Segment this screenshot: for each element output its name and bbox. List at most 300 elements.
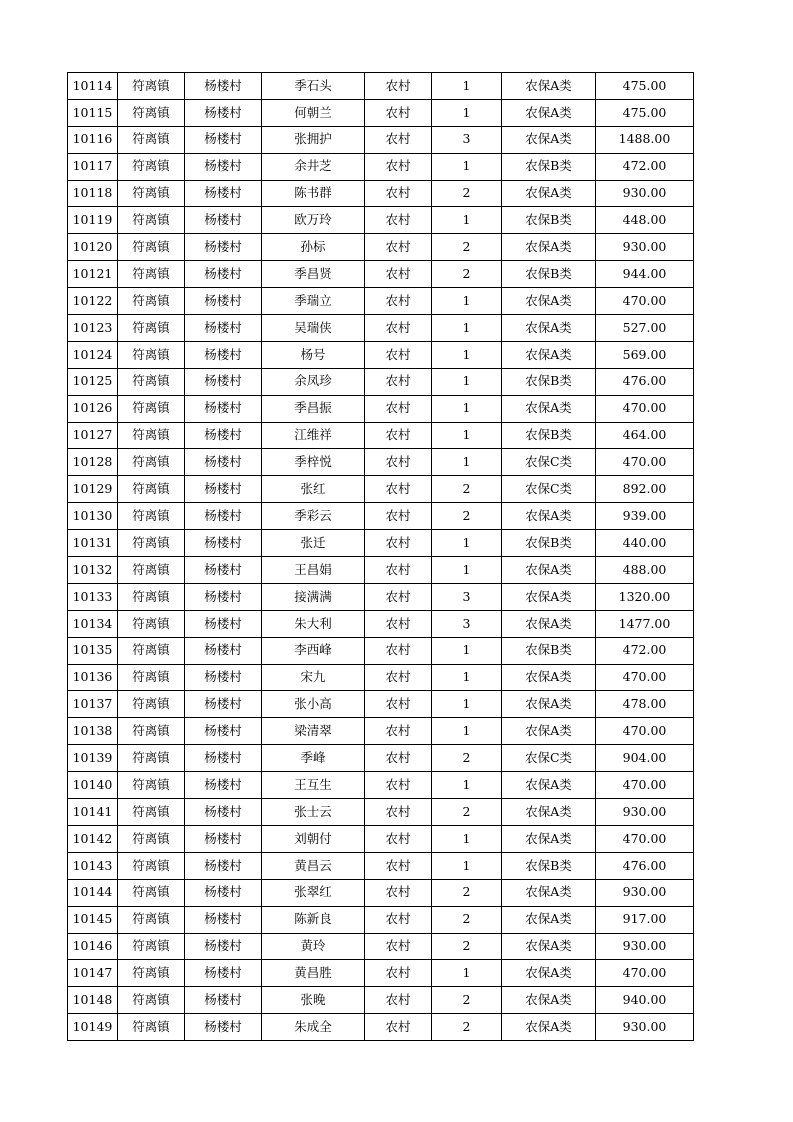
household-type-cell: 农村 <box>365 825 432 852</box>
table-row <box>68 503 694 530</box>
household-type-cell: 农村 <box>365 180 432 207</box>
town-cell: 符离镇 <box>118 395 185 422</box>
town-cell: 符离镇 <box>118 503 185 530</box>
name-cell: 宋九 <box>262 664 365 691</box>
village-cell: 杨楼村 <box>185 745 262 772</box>
name-cell: 陈书群 <box>262 180 365 207</box>
village-cell: 杨楼村 <box>185 799 262 826</box>
category-cell: 农保A类 <box>502 799 596 826</box>
table-row <box>68 99 694 126</box>
member-count-cell: 2 <box>432 879 502 906</box>
household-type-cell: 农村 <box>365 476 432 503</box>
member-count-cell: 2 <box>432 987 502 1014</box>
record-id-cell: 10128 <box>68 449 118 476</box>
record-id-cell: 10119 <box>68 207 118 234</box>
record-id-cell: 10125 <box>68 368 118 395</box>
village-cell: 杨楼村 <box>185 530 262 557</box>
household-type-cell: 农村 <box>365 449 432 476</box>
member-count-cell: 2 <box>432 745 502 772</box>
village-cell: 杨楼村 <box>185 422 262 449</box>
table-row <box>68 153 694 180</box>
amount-cell: 904.00 <box>596 745 694 772</box>
record-id-cell: 10147 <box>68 960 118 987</box>
table-row <box>68 315 694 342</box>
category-cell: 农保A类 <box>502 906 596 933</box>
member-count-cell: 1 <box>432 772 502 799</box>
name-cell: 梁清翠 <box>262 718 365 745</box>
member-count-cell: 2 <box>432 180 502 207</box>
town-cell: 符离镇 <box>118 449 185 476</box>
category-cell: 农保B类 <box>502 153 596 180</box>
member-count-cell: 1 <box>432 557 502 584</box>
category-cell: 农保A类 <box>502 73 596 100</box>
name-cell: 王互生 <box>262 772 365 799</box>
amount-cell: 892.00 <box>596 476 694 503</box>
amount-cell: 470.00 <box>596 960 694 987</box>
table-row <box>68 476 694 503</box>
table-row <box>68 234 694 261</box>
amount-cell: 470.00 <box>596 395 694 422</box>
household-type-cell: 农村 <box>365 261 432 288</box>
table-row <box>68 1014 694 1041</box>
name-cell: 何朝兰 <box>262 99 365 126</box>
name-cell: 王昌娟 <box>262 557 365 584</box>
amount-cell: 1488.00 <box>596 126 694 153</box>
village-cell: 杨楼村 <box>185 852 262 879</box>
member-count-cell: 1 <box>432 368 502 395</box>
record-id-cell: 10135 <box>68 637 118 664</box>
village-cell: 杨楼村 <box>185 395 262 422</box>
name-cell: 季彩云 <box>262 503 365 530</box>
member-count-cell: 1 <box>432 637 502 664</box>
record-id-cell: 10130 <box>68 503 118 530</box>
household-type-cell: 农村 <box>365 503 432 530</box>
name-cell: 李西峰 <box>262 637 365 664</box>
town-cell: 符离镇 <box>118 772 185 799</box>
town-cell: 符离镇 <box>118 557 185 584</box>
amount-cell: 488.00 <box>596 557 694 584</box>
household-type-cell: 农村 <box>365 960 432 987</box>
household-type-cell: 农村 <box>365 341 432 368</box>
village-cell: 杨楼村 <box>185 718 262 745</box>
amount-cell: 1320.00 <box>596 583 694 610</box>
name-cell: 张拥护 <box>262 126 365 153</box>
category-cell: 农保B类 <box>502 852 596 879</box>
category-cell: 农保B类 <box>502 368 596 395</box>
household-type-cell: 农村 <box>365 422 432 449</box>
category-cell: 农保A类 <box>502 315 596 342</box>
village-cell: 杨楼村 <box>185 315 262 342</box>
village-cell: 杨楼村 <box>185 557 262 584</box>
village-cell: 杨楼村 <box>185 449 262 476</box>
town-cell: 符离镇 <box>118 799 185 826</box>
name-cell: 张士云 <box>262 799 365 826</box>
member-count-cell: 1 <box>432 395 502 422</box>
record-id-cell: 10141 <box>68 799 118 826</box>
household-type-cell: 农村 <box>365 906 432 933</box>
record-id-cell: 10136 <box>68 664 118 691</box>
member-count-cell: 2 <box>432 906 502 933</box>
name-cell: 刘朝付 <box>262 825 365 852</box>
table-row <box>68 799 694 826</box>
amount-cell: 448.00 <box>596 207 694 234</box>
table-body <box>68 73 694 1041</box>
village-cell: 杨楼村 <box>185 691 262 718</box>
category-cell: 农保A类 <box>502 234 596 261</box>
town-cell: 符离镇 <box>118 341 185 368</box>
town-cell: 符离镇 <box>118 315 185 342</box>
table-row <box>68 583 694 610</box>
household-type-cell: 农村 <box>365 637 432 664</box>
town-cell: 符离镇 <box>118 691 185 718</box>
record-id-cell: 10129 <box>68 476 118 503</box>
household-type-cell: 农村 <box>365 691 432 718</box>
table-row <box>68 960 694 987</box>
household-type-cell: 农村 <box>365 933 432 960</box>
town-cell: 符离镇 <box>118 664 185 691</box>
household-type-cell: 农村 <box>365 557 432 584</box>
village-cell: 杨楼村 <box>185 906 262 933</box>
category-cell: 农保B类 <box>502 261 596 288</box>
table-row <box>68 395 694 422</box>
town-cell: 符离镇 <box>118 879 185 906</box>
name-cell: 杨号 <box>262 341 365 368</box>
member-count-cell: 3 <box>432 583 502 610</box>
town-cell: 符离镇 <box>118 745 185 772</box>
name-cell: 季昌振 <box>262 395 365 422</box>
town-cell: 符离镇 <box>118 476 185 503</box>
table-row <box>68 772 694 799</box>
name-cell: 余凤珍 <box>262 368 365 395</box>
category-cell: 农保A类 <box>502 180 596 207</box>
village-cell: 杨楼村 <box>185 207 262 234</box>
record-id-cell: 10134 <box>68 610 118 637</box>
member-count-cell: 1 <box>432 288 502 315</box>
town-cell: 符离镇 <box>118 852 185 879</box>
table-row <box>68 288 694 315</box>
household-type-cell: 农村 <box>365 799 432 826</box>
record-id-cell: 10137 <box>68 691 118 718</box>
town-cell: 符离镇 <box>118 126 185 153</box>
town-cell: 符离镇 <box>118 288 185 315</box>
category-cell: 农保A类 <box>502 1014 596 1041</box>
amount-cell: 472.00 <box>596 637 694 664</box>
household-type-cell: 农村 <box>365 879 432 906</box>
record-id-cell: 10149 <box>68 1014 118 1041</box>
category-cell: 农保A类 <box>502 718 596 745</box>
benefit-table <box>67 72 694 1041</box>
town-cell: 符离镇 <box>118 637 185 664</box>
amount-cell: 1477.00 <box>596 610 694 637</box>
category-cell: 农保A类 <box>502 126 596 153</box>
amount-cell: 930.00 <box>596 933 694 960</box>
record-id-cell: 10117 <box>68 153 118 180</box>
household-type-cell: 农村 <box>365 395 432 422</box>
record-id-cell: 10148 <box>68 987 118 1014</box>
category-cell: 农保A类 <box>502 557 596 584</box>
amount-cell: 944.00 <box>596 261 694 288</box>
record-id-cell: 10144 <box>68 879 118 906</box>
name-cell: 季昌贤 <box>262 261 365 288</box>
name-cell: 张小高 <box>262 691 365 718</box>
record-id-cell: 10139 <box>68 745 118 772</box>
name-cell: 张迁 <box>262 530 365 557</box>
amount-cell: 930.00 <box>596 799 694 826</box>
village-cell: 杨楼村 <box>185 126 262 153</box>
category-cell: 农保A类 <box>502 610 596 637</box>
record-id-cell: 10132 <box>68 557 118 584</box>
category-cell: 农保C类 <box>502 745 596 772</box>
record-id-cell: 10115 <box>68 99 118 126</box>
amount-cell: 939.00 <box>596 503 694 530</box>
name-cell: 季峰 <box>262 745 365 772</box>
amount-cell: 930.00 <box>596 1014 694 1041</box>
town-cell: 符离镇 <box>118 987 185 1014</box>
amount-cell: 440.00 <box>596 530 694 557</box>
amount-cell: 930.00 <box>596 879 694 906</box>
household-type-cell: 农村 <box>365 1014 432 1041</box>
amount-cell: 930.00 <box>596 234 694 261</box>
village-cell: 杨楼村 <box>185 368 262 395</box>
member-count-cell: 2 <box>432 234 502 261</box>
amount-cell: 470.00 <box>596 825 694 852</box>
village-cell: 杨楼村 <box>185 664 262 691</box>
town-cell: 符离镇 <box>118 153 185 180</box>
village-cell: 杨楼村 <box>185 73 262 100</box>
record-id-cell: 10116 <box>68 126 118 153</box>
member-count-cell: 3 <box>432 610 502 637</box>
name-cell: 张红 <box>262 476 365 503</box>
name-cell: 黄玲 <box>262 933 365 960</box>
record-id-cell: 10140 <box>68 772 118 799</box>
category-cell: 农保C类 <box>502 449 596 476</box>
record-id-cell: 10126 <box>68 395 118 422</box>
amount-cell: 470.00 <box>596 288 694 315</box>
name-cell: 陈新良 <box>262 906 365 933</box>
category-cell: 农保B类 <box>502 207 596 234</box>
household-type-cell: 农村 <box>365 315 432 342</box>
member-count-cell: 1 <box>432 852 502 879</box>
household-type-cell: 农村 <box>365 207 432 234</box>
category-cell: 农保A类 <box>502 960 596 987</box>
record-id-cell: 10142 <box>68 825 118 852</box>
member-count-cell: 1 <box>432 207 502 234</box>
village-cell: 杨楼村 <box>185 1014 262 1041</box>
village-cell: 杨楼村 <box>185 180 262 207</box>
record-id-cell: 10124 <box>68 341 118 368</box>
town-cell: 符离镇 <box>118 933 185 960</box>
town-cell: 符离镇 <box>118 99 185 126</box>
table-row <box>68 557 694 584</box>
record-id-cell: 10123 <box>68 315 118 342</box>
amount-cell: 470.00 <box>596 772 694 799</box>
household-type-cell: 农村 <box>365 153 432 180</box>
category-cell: 农保B类 <box>502 530 596 557</box>
village-cell: 杨楼村 <box>185 261 262 288</box>
amount-cell: 472.00 <box>596 153 694 180</box>
town-cell: 符离镇 <box>118 180 185 207</box>
village-cell: 杨楼村 <box>185 341 262 368</box>
record-id-cell: 10143 <box>68 852 118 879</box>
town-cell: 符离镇 <box>118 73 185 100</box>
category-cell: 农保B类 <box>502 422 596 449</box>
member-count-cell: 1 <box>432 422 502 449</box>
member-count-cell: 1 <box>432 718 502 745</box>
member-count-cell: 2 <box>432 476 502 503</box>
household-type-cell: 农村 <box>365 664 432 691</box>
table-row <box>68 180 694 207</box>
village-cell: 杨楼村 <box>185 879 262 906</box>
table-row <box>68 691 694 718</box>
village-cell: 杨楼村 <box>185 933 262 960</box>
village-cell: 杨楼村 <box>185 288 262 315</box>
member-count-cell: 2 <box>432 799 502 826</box>
category-cell: 农保A类 <box>502 664 596 691</box>
member-count-cell: 2 <box>432 503 502 530</box>
town-cell: 符离镇 <box>118 530 185 557</box>
table-row <box>68 530 694 557</box>
village-cell: 杨楼村 <box>185 610 262 637</box>
member-count-cell: 1 <box>432 99 502 126</box>
member-count-cell: 2 <box>432 261 502 288</box>
record-id-cell: 10120 <box>68 234 118 261</box>
member-count-cell: 2 <box>432 933 502 960</box>
amount-cell: 464.00 <box>596 422 694 449</box>
town-cell: 符离镇 <box>118 1014 185 1041</box>
category-cell: 农保A类 <box>502 987 596 1014</box>
village-cell: 杨楼村 <box>185 153 262 180</box>
member-count-cell: 2 <box>432 1014 502 1041</box>
table-row <box>68 987 694 1014</box>
town-cell: 符离镇 <box>118 960 185 987</box>
village-cell: 杨楼村 <box>185 825 262 852</box>
household-type-cell: 农村 <box>365 583 432 610</box>
category-cell: 农保A类 <box>502 772 596 799</box>
member-count-cell: 1 <box>432 341 502 368</box>
member-count-cell: 1 <box>432 449 502 476</box>
household-type-cell: 农村 <box>365 987 432 1014</box>
amount-cell: 917.00 <box>596 906 694 933</box>
town-cell: 符离镇 <box>118 368 185 395</box>
table-row <box>68 637 694 664</box>
category-cell: 农保A类 <box>502 341 596 368</box>
name-cell: 黄昌云 <box>262 852 365 879</box>
town-cell: 符离镇 <box>118 261 185 288</box>
member-count-cell: 1 <box>432 691 502 718</box>
category-cell: 农保A类 <box>502 691 596 718</box>
household-type-cell: 农村 <box>365 530 432 557</box>
member-count-cell: 1 <box>432 960 502 987</box>
category-cell: 农保C类 <box>502 476 596 503</box>
table-row <box>68 422 694 449</box>
village-cell: 杨楼村 <box>185 987 262 1014</box>
amount-cell: 930.00 <box>596 180 694 207</box>
category-cell: 农保A类 <box>502 99 596 126</box>
member-count-cell: 1 <box>432 664 502 691</box>
household-type-cell: 农村 <box>365 99 432 126</box>
record-id-cell: 10121 <box>68 261 118 288</box>
name-cell: 黄昌胜 <box>262 960 365 987</box>
table-row <box>68 664 694 691</box>
record-id-cell: 10133 <box>68 583 118 610</box>
member-count-cell: 3 <box>432 126 502 153</box>
town-cell: 符离镇 <box>118 207 185 234</box>
category-cell: 农保A类 <box>502 825 596 852</box>
amount-cell: 470.00 <box>596 664 694 691</box>
amount-cell: 476.00 <box>596 368 694 395</box>
town-cell: 符离镇 <box>118 583 185 610</box>
member-count-cell: 1 <box>432 825 502 852</box>
member-count-cell: 1 <box>432 153 502 180</box>
category-cell: 农保A类 <box>502 395 596 422</box>
household-type-cell: 农村 <box>365 368 432 395</box>
village-cell: 杨楼村 <box>185 503 262 530</box>
name-cell: 江维祥 <box>262 422 365 449</box>
table-row <box>68 368 694 395</box>
town-cell: 符离镇 <box>118 906 185 933</box>
table-row <box>68 261 694 288</box>
member-count-cell: 1 <box>432 315 502 342</box>
name-cell: 张晚 <box>262 987 365 1014</box>
household-type-cell: 农村 <box>365 234 432 261</box>
village-cell: 杨楼村 <box>185 960 262 987</box>
member-count-cell: 1 <box>432 530 502 557</box>
record-id-cell: 10146 <box>68 933 118 960</box>
name-cell: 欧万玲 <box>262 207 365 234</box>
member-count-cell: 1 <box>432 73 502 100</box>
household-type-cell: 农村 <box>365 852 432 879</box>
village-cell: 杨楼村 <box>185 234 262 261</box>
village-cell: 杨楼村 <box>185 99 262 126</box>
table-row <box>68 933 694 960</box>
name-cell: 季梓悦 <box>262 449 365 476</box>
amount-cell: 478.00 <box>596 691 694 718</box>
table-row <box>68 610 694 637</box>
name-cell: 吴瑞侠 <box>262 315 365 342</box>
village-cell: 杨楼村 <box>185 637 262 664</box>
amount-cell: 475.00 <box>596 73 694 100</box>
name-cell: 朱成全 <box>262 1014 365 1041</box>
village-cell: 杨楼村 <box>185 476 262 503</box>
amount-cell: 527.00 <box>596 315 694 342</box>
record-id-cell: 10118 <box>68 180 118 207</box>
table-row <box>68 718 694 745</box>
amount-cell: 470.00 <box>596 449 694 476</box>
name-cell: 季石头 <box>262 73 365 100</box>
table-row <box>68 126 694 153</box>
category-cell: 农保A类 <box>502 879 596 906</box>
amount-cell: 476.00 <box>596 852 694 879</box>
village-cell: 杨楼村 <box>185 772 262 799</box>
amount-cell: 470.00 <box>596 718 694 745</box>
table-row <box>68 825 694 852</box>
town-cell: 符离镇 <box>118 234 185 261</box>
record-id-cell: 10127 <box>68 422 118 449</box>
category-cell: 农保A类 <box>502 288 596 315</box>
table-row <box>68 906 694 933</box>
table-row <box>68 745 694 772</box>
record-id-cell: 10131 <box>68 530 118 557</box>
town-cell: 符离镇 <box>118 422 185 449</box>
household-type-cell: 农村 <box>365 288 432 315</box>
table-row <box>68 207 694 234</box>
table-row <box>68 73 694 100</box>
amount-cell: 569.00 <box>596 341 694 368</box>
household-type-cell: 农村 <box>365 73 432 100</box>
town-cell: 符离镇 <box>118 610 185 637</box>
name-cell: 余井芝 <box>262 153 365 180</box>
household-type-cell: 农村 <box>365 126 432 153</box>
